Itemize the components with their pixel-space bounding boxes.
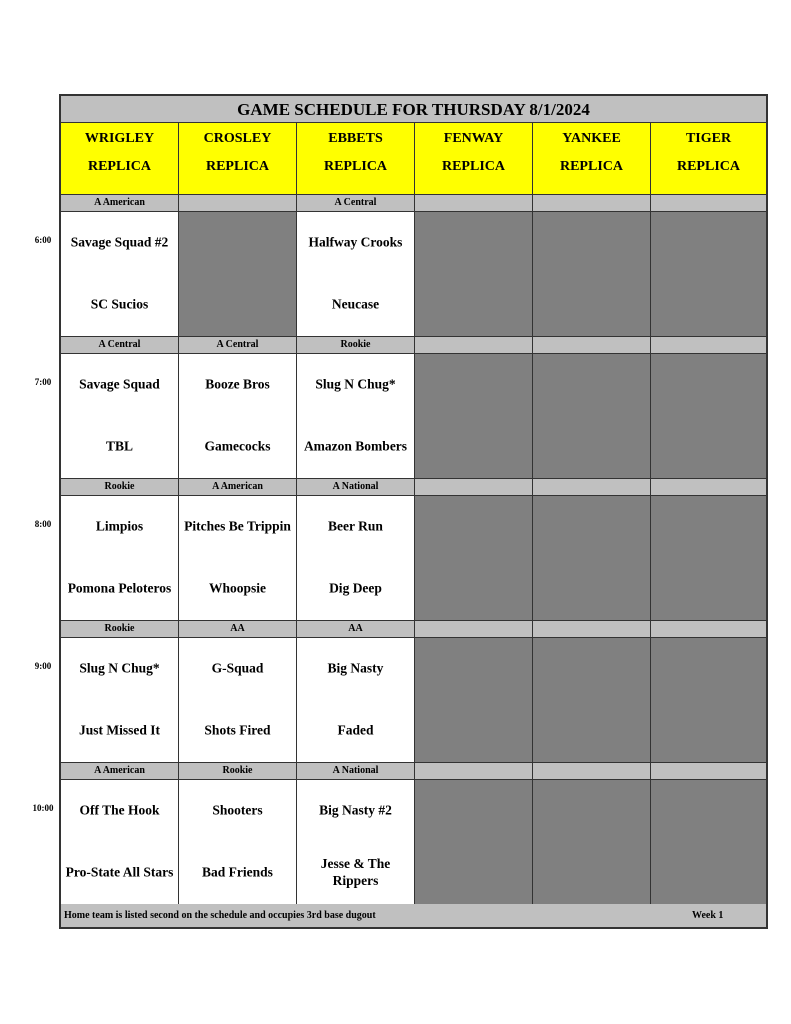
week-label: Week 1 — [692, 910, 724, 921]
game-cell — [297, 780, 415, 905]
home-team: Jesse & The Rippers — [320, 856, 391, 888]
empty-slot — [651, 638, 766, 763]
away-team: Savage Squad — [79, 376, 160, 392]
division-label — [651, 195, 766, 212]
game-cell — [179, 780, 297, 905]
home-team: Bad Friends — [202, 864, 273, 880]
division-label — [533, 195, 651, 212]
game-cell — [61, 638, 179, 763]
game-cell — [297, 212, 415, 337]
field-subtitle: REPLICA — [323, 159, 387, 174]
home-team: Neucase — [331, 296, 380, 312]
division-label — [651, 337, 766, 354]
away-team: Big Nasty — [327, 660, 384, 676]
field-name: WRIGLEY — [84, 131, 155, 146]
division-label — [415, 195, 533, 212]
game-cell — [297, 354, 415, 479]
division-label: AA — [179, 621, 297, 638]
home-team: Shots Fired — [204, 722, 271, 738]
field-header — [61, 123, 179, 195]
empty-slot — [415, 212, 533, 337]
field-name: TIGER — [685, 131, 732, 146]
empty-slot — [179, 212, 297, 337]
away-team: Big Nasty #2 — [319, 802, 392, 818]
time-label: 10:00 — [32, 803, 54, 813]
home-team: Amazon Bombers — [303, 438, 408, 454]
game-cell — [179, 638, 297, 763]
empty-slot — [415, 354, 533, 479]
division-label: Rookie — [297, 337, 415, 354]
away-team: G-Squad — [211, 660, 264, 676]
empty-slot — [651, 212, 766, 337]
time-label: 8:00 — [34, 519, 52, 529]
division-label — [651, 479, 766, 496]
home-team: Just Missed It — [78, 722, 160, 738]
division-label — [415, 621, 533, 638]
field-subtitle: REPLICA — [205, 159, 269, 174]
division-label: A National — [297, 479, 415, 496]
home-team: Dig Deep — [329, 580, 382, 596]
home-team: Faded — [337, 722, 374, 738]
game-cell — [61, 496, 179, 621]
division-label — [415, 479, 533, 496]
division-label: A National — [297, 763, 415, 780]
field-header — [651, 123, 766, 195]
division-label — [533, 621, 651, 638]
footer — [61, 904, 766, 927]
division-label — [415, 763, 533, 780]
empty-slot — [651, 354, 766, 479]
away-team: Beer Run — [328, 518, 383, 534]
away-team: Off The Hook — [79, 802, 160, 818]
away-team: Savage Squad #2 — [70, 234, 169, 250]
empty-slot — [415, 638, 533, 763]
division-label: Rookie — [61, 621, 179, 638]
game-cell — [61, 354, 179, 479]
empty-slot — [415, 496, 533, 621]
division-label — [533, 763, 651, 780]
away-team: Pitches Be Trippin — [184, 518, 291, 534]
empty-slot — [651, 780, 766, 905]
home-team: SC Sucios — [90, 296, 149, 312]
division-label — [533, 479, 651, 496]
time-label: 6:00 — [34, 235, 52, 245]
division-label — [533, 337, 651, 354]
home-team: Pomona Peloteros — [67, 580, 172, 596]
home-team: Gamecocks — [204, 438, 271, 454]
game-cell — [297, 496, 415, 621]
away-team: Slug N Chug* — [79, 660, 160, 676]
division-label: A Central — [61, 337, 179, 354]
away-team: Booze Bros — [205, 376, 270, 392]
empty-slot — [415, 780, 533, 905]
empty-slot — [533, 496, 651, 621]
game-cell — [297, 638, 415, 763]
field-subtitle: REPLICA — [441, 159, 505, 174]
field-name: EBBETS — [328, 131, 383, 146]
division-label: A American — [61, 763, 179, 780]
home-team: Whoopsie — [208, 580, 266, 596]
division-label: Rookie — [179, 763, 297, 780]
game-cell — [61, 780, 179, 905]
division-label: AA — [297, 621, 415, 638]
division-label — [651, 763, 766, 780]
footer-note: Home team is listed second on the schedule and occupies 3rd base dugout — [64, 910, 376, 921]
field-subtitle: REPLICA — [676, 159, 740, 174]
time-label: 9:00 — [34, 661, 52, 671]
away-team: Halfway Crooks — [308, 234, 403, 250]
field-subtitle: REPLICA — [559, 159, 623, 174]
time-label: 7:00 — [34, 377, 52, 387]
game-cell — [179, 354, 297, 479]
home-team: TBL — [105, 438, 133, 454]
empty-slot — [533, 212, 651, 337]
division-label: A American — [61, 195, 179, 212]
away-team: Shooters — [212, 802, 263, 818]
field-header — [297, 123, 415, 195]
division-label — [651, 621, 766, 638]
empty-slot — [533, 638, 651, 763]
division-label: A American — [179, 479, 297, 496]
division-label: Rookie — [61, 479, 179, 496]
empty-slot — [533, 354, 651, 479]
division-label: A Central — [297, 195, 415, 212]
field-name: YANKEE — [562, 131, 621, 146]
field-name: CROSLEY — [203, 131, 272, 146]
empty-slot — [651, 496, 766, 621]
field-header — [533, 123, 651, 195]
division-label — [179, 195, 297, 212]
field-subtitle: REPLICA — [87, 159, 151, 174]
field-header — [179, 123, 297, 195]
game-cell — [61, 212, 179, 337]
field-header — [415, 123, 533, 195]
division-label — [415, 337, 533, 354]
schedule-table — [59, 94, 768, 929]
home-team: Pro-State All Stars — [65, 864, 174, 880]
empty-slot — [533, 780, 651, 905]
division-label: A Central — [179, 337, 297, 354]
page-title: GAME SCHEDULE FOR THURSDAY 8/1/2024 — [61, 96, 766, 123]
field-name: FENWAY — [443, 131, 504, 146]
away-team: Slug N Chug* — [315, 376, 396, 392]
away-team: Limpios — [95, 518, 144, 534]
game-cell — [179, 496, 297, 621]
